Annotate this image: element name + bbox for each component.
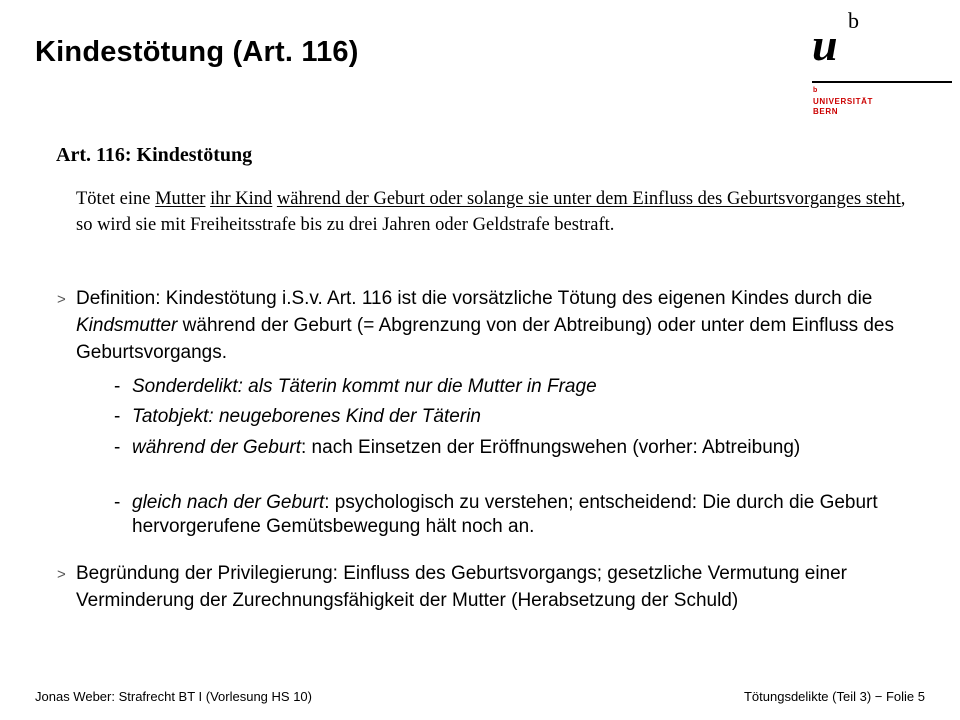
sub-emphasis: während der Geburt: [132, 437, 301, 458]
logo-bern: BERN: [813, 107, 839, 116]
law-text: [76, 186, 926, 238]
bullet-privilegierung: [57, 560, 917, 614]
bullet-marker: >: [57, 291, 66, 308]
sub-emphasis: gleich nach der Geburt: [132, 492, 325, 513]
sub-dash: -: [114, 406, 121, 427]
bullet-text: [76, 285, 917, 366]
university-logo: [808, 8, 953, 123]
sub-text: [132, 436, 904, 460]
bullet-text-part: während der Geburt (= Abgrenzung von der Abtreibung) oder unter dem Einfluss des Geburtsvorgangs.: [76, 315, 895, 363]
sub-item-nach-geburt: [114, 491, 904, 539]
logo-u: u: [812, 19, 838, 70]
logo-universitaet: UNIVERSITÄT: [813, 97, 873, 106]
logo-small-b: b: [813, 87, 818, 94]
logo-rule: [812, 81, 952, 83]
logo-b: b: [848, 8, 859, 33]
law-underlined-mother: Mutter: [155, 189, 206, 209]
bullet-text-part: Definition: Kindestötung i.S.v. Art. 116 ist die vorsätzliche Tötung des eigenen Kindes durch die: [76, 288, 873, 309]
law-underlined-child: ihr Kind: [210, 189, 273, 209]
bullet-emphasis: Kindsmutter: [76, 315, 178, 336]
sub-text-part: : psychologisch zu verstehen; entscheidend: Die durch die Geburt hervorgerufene Gemütsbewegung hält noch an.: [132, 492, 878, 537]
sub-item-waehrend-geburt: [114, 436, 904, 460]
law-text-part: Tötet eine: [76, 189, 156, 209]
bullet-marker: >: [57, 566, 66, 583]
law-underlined-birth: während der Geburt oder solange sie unter dem Einfluss des Geburtsvorganges steht: [276, 189, 901, 209]
bullet-definition: [57, 285, 917, 366]
sub-item-sonderdelikt: [114, 375, 904, 399]
law-heading: Art. 116: Kindestötung: [56, 144, 253, 166]
sub-item-tatobjekt: [114, 405, 904, 429]
law-text-part: , so wird sie mit Freiheitsstrafe bis zu drei Jahren oder Geldstrafe bestraft.: [76, 189, 906, 235]
sub-dash: -: [114, 376, 121, 397]
footer-slide-info: Tötungsdelikte (Teil 3) − Folie 5: [743, 689, 925, 704]
sub-text-part: : nach Einsetzen der Eröffnungswehen (vorher: Abtreibung): [301, 437, 801, 458]
sub-text: Tatobjekt: neugeborenes Kind der Täterin: [132, 406, 481, 427]
footer-author: Jonas Weber: Strafrecht BT I (Vorlesung HS 10): [35, 689, 312, 704]
sub-dash: -: [114, 437, 121, 458]
sub-text: Sonderdelikt: als Täterin kommt nur die Mutter in Frage: [132, 376, 597, 397]
slide-title: Kindestötung (Art. 116): [35, 36, 359, 68]
sub-text: [132, 491, 904, 539]
bullet-text: Begründung der Privilegierung: Einfluss des Geburtsvorgangs; gesetzliche Vermutung einer Verminderung der Zurechnungsfähigkeit der Mutter (Herabsetzung der Schuld): [76, 563, 848, 611]
sub-dash: -: [114, 492, 121, 513]
